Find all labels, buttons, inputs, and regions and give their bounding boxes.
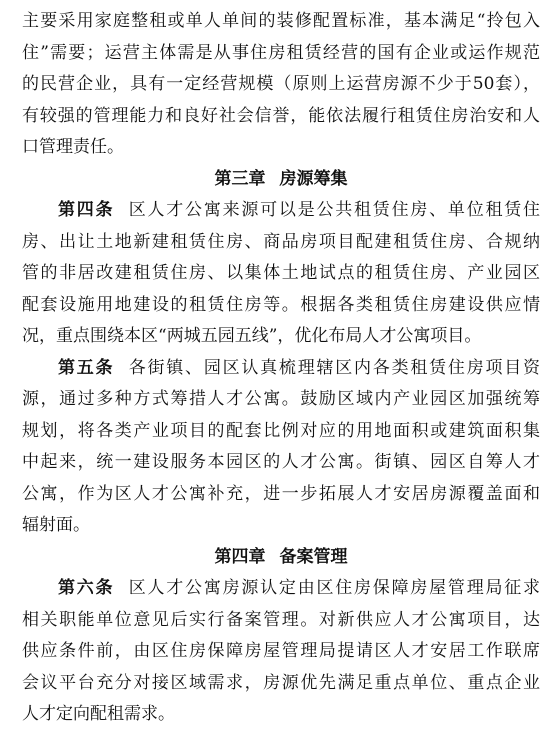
- text-line: 管的非居改建租赁住房、以集体土地试点的租赁住房、产业园区: [22, 263, 540, 283]
- chapter-heading-4: [22, 542, 540, 574]
- text-line: 房、出让土地新建租赁住房、商品房项目配建租赁住房、合规纳: [22, 231, 540, 252]
- article-number: 第六条: [58, 578, 115, 598]
- text-line: 会议平台充分对接区域需求，房源优先满足重点单位、重点企业: [22, 672, 540, 693]
- text-line: 人才定向配租需求。: [22, 704, 175, 724]
- article-text: 各街镇、园区认真梳理辖区内各类租赁住房项目资: [128, 357, 541, 378]
- text-line: 辐射面。: [22, 515, 90, 535]
- chapter-heading-3: [22, 164, 540, 196]
- text-line: 相关职能单位意见后实行备案管理。对新供应人才公寓项目，达: [22, 609, 540, 630]
- article-number: 第四条: [58, 200, 115, 220]
- document-page: [22, 6, 540, 731]
- text-line: 主要采用家庭整租或单人单间的装修配置标准，基本满足“拎包入: [22, 11, 540, 31]
- chapter-title: 房源筹集: [279, 168, 348, 189]
- text-line: 有较强的管理能力和良好社会信誉，能依法履行租赁住房治安和人: [22, 105, 540, 126]
- text-line: [22, 353, 540, 385]
- text-line: 中起来，统一建设服务本园区的人才公寓。街镇、园区自筹人才: [22, 452, 540, 472]
- text-line: 配套设施用地建设的租赁住房等。根据各类租赁住房建设供应情: [22, 294, 540, 315]
- text-line: 公寓，作为区人才公寓补充，进一步拓展人才安居房源覆盖面和: [22, 483, 540, 504]
- text-line: 口管理责任。: [22, 137, 124, 157]
- text-line: 的民营企业，具有一定经营规模（原则上运营房源不少于50套），: [22, 74, 540, 94]
- chapter-title: 备案管理: [279, 546, 348, 567]
- text-line: [22, 573, 540, 605]
- text-line: 住”需要；运营主体需是从事住房租赁经营的国有企业或运作规范: [22, 42, 540, 63]
- article-4: [22, 195, 540, 353]
- text-line: 供应条件前，由区住房保障房屋管理局提请区人才安居工作联席: [22, 641, 540, 661]
- text-line: 规划，将各类产业项目的配套比例对应的用地面积或建筑面积集: [22, 420, 540, 441]
- intro-paragraph: [22, 6, 540, 164]
- article-text: 区人才公寓房源认定由区住房保障房屋管理局征求: [128, 578, 541, 598]
- article-text: 区人才公寓来源可以是公共租赁住房、单位租赁住: [128, 200, 541, 220]
- text-line: [22, 195, 540, 227]
- article-5: [22, 353, 540, 542]
- text-line: 源，通过多种方式筹措人才公寓。鼓励区域内产业园区加强统筹: [22, 389, 540, 409]
- text-line: 况，重点围绕本区“两城五园五线”，优化布局人才公寓项目。: [22, 326, 482, 346]
- article-number: 第五条: [58, 357, 115, 378]
- article-6: [22, 573, 540, 731]
- chapter-number: 第三章: [214, 168, 266, 189]
- chapter-number: 第四章: [214, 546, 266, 567]
